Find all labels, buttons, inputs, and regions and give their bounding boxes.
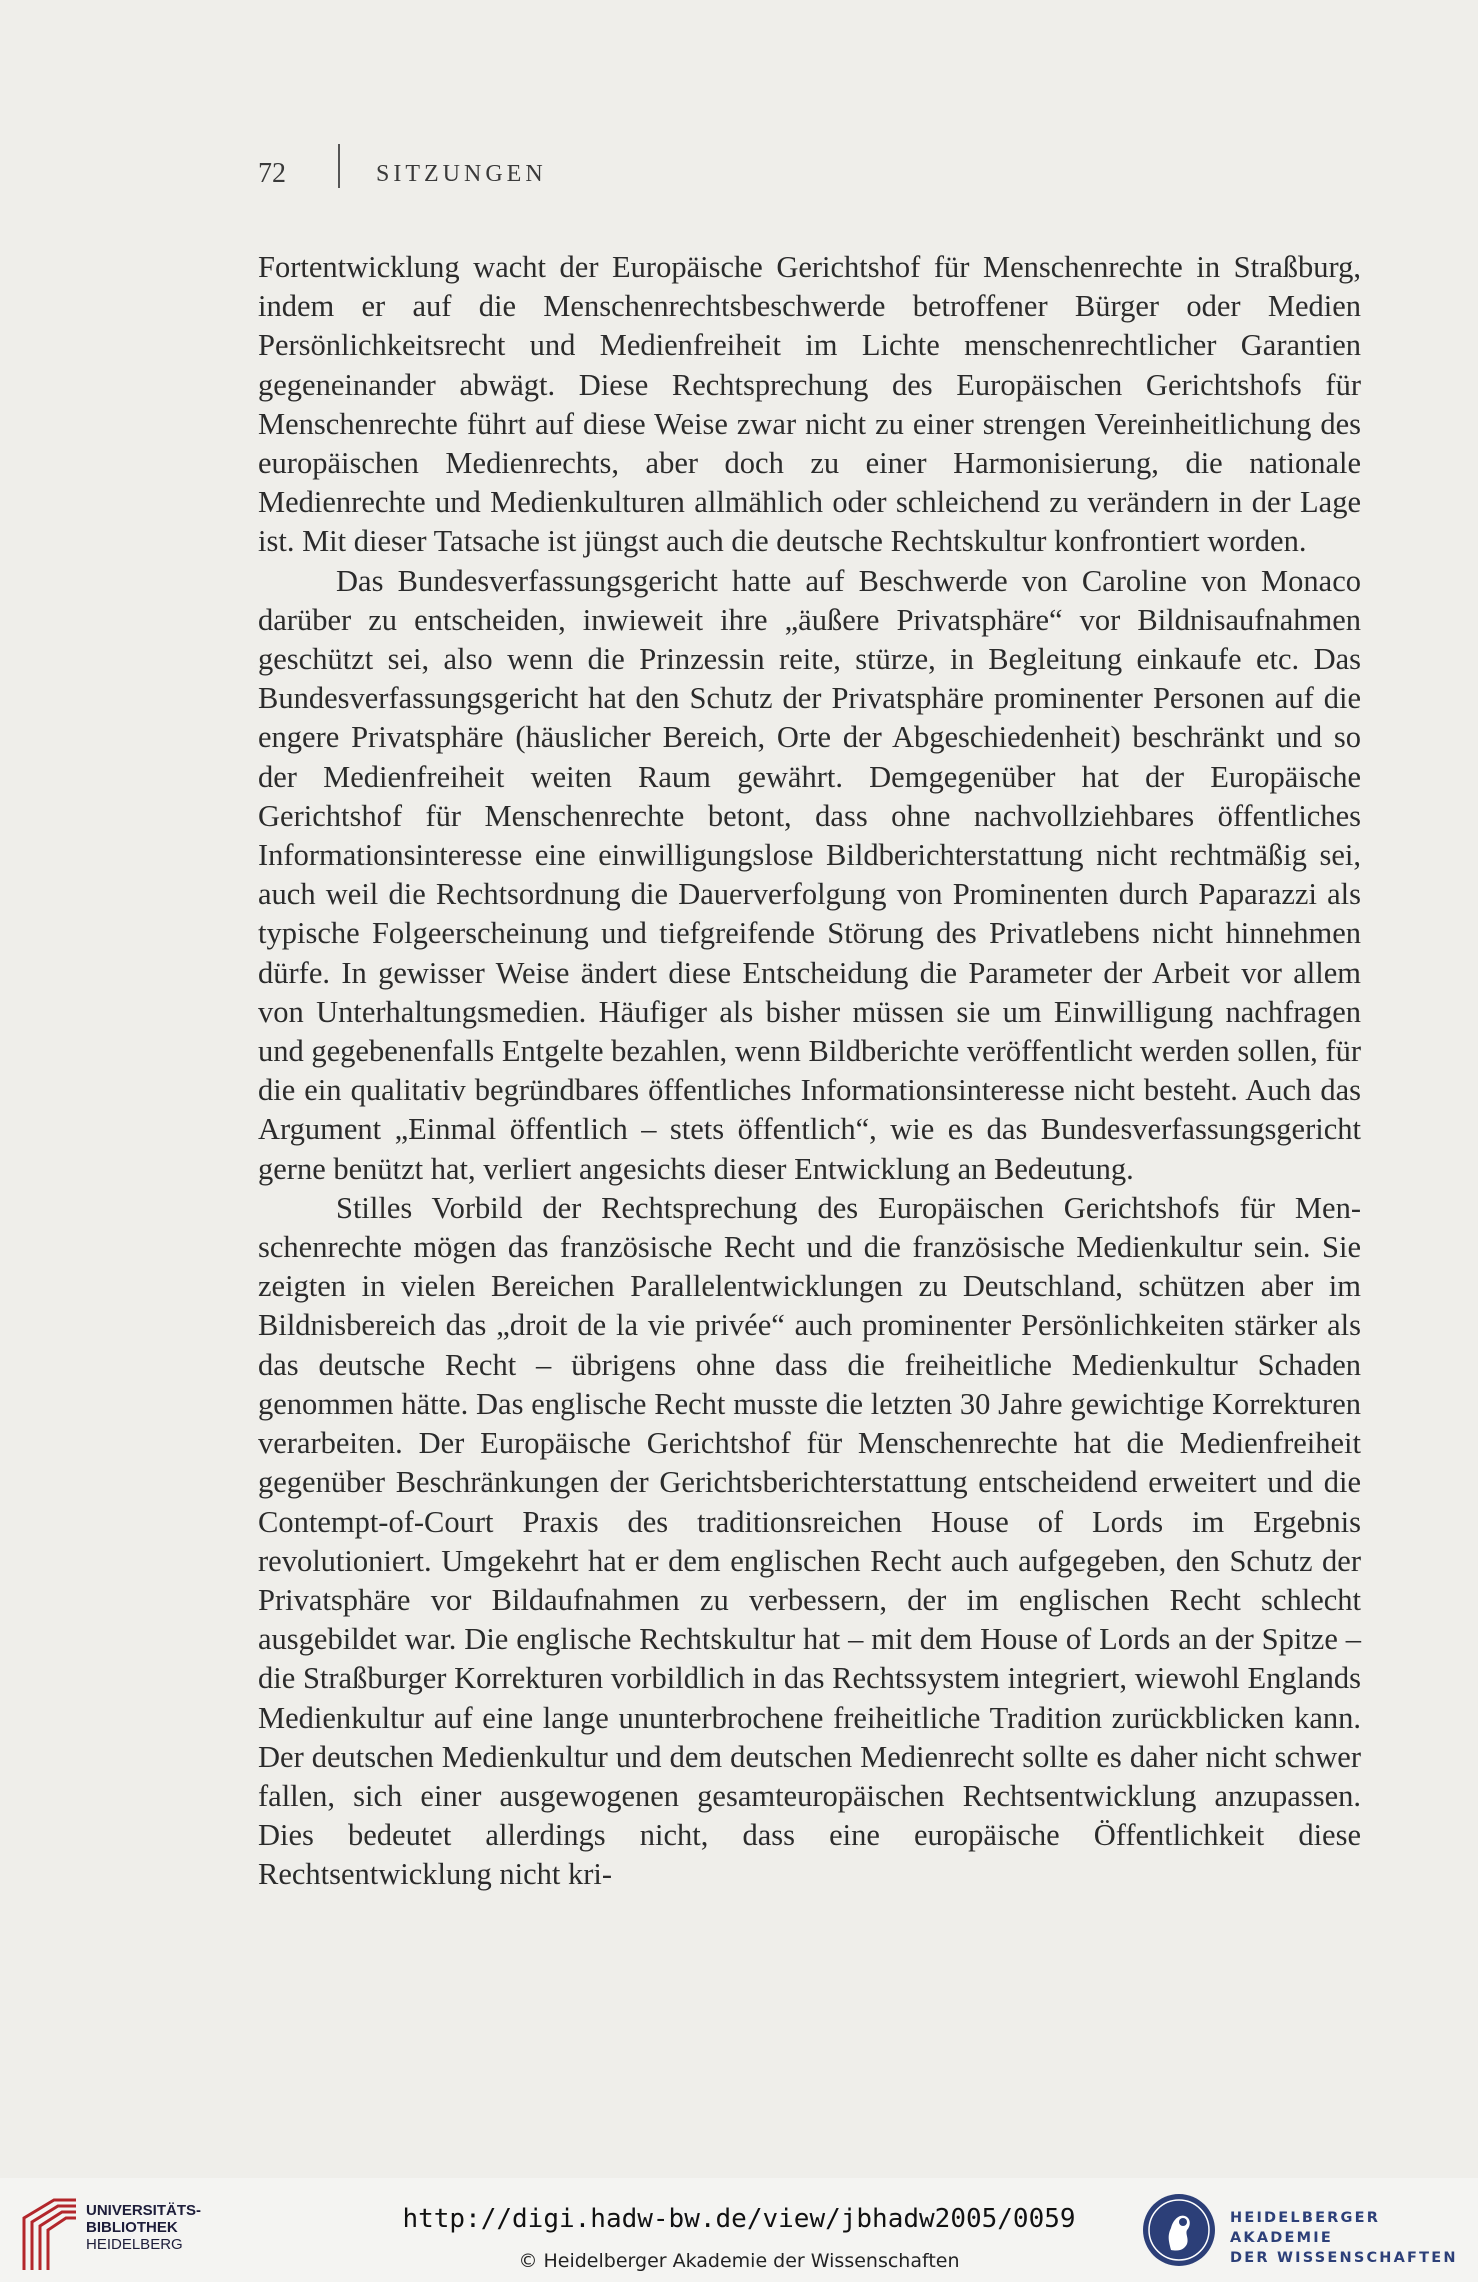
page-number: 72 <box>258 158 286 189</box>
academy-name-line: HEIDELBERGER AKADEMIE <box>1230 2210 1381 2246</box>
paragraph: Stilles Vorbild der Rechtsprechung des Europäischen Gerichtshofs für Menschenrechte mögen das französische Recht und die französische Medienkultur sein. Sie zeigten in vielen Bereichen Parallelentwicklungen zu Deutschland, schützen aber im Bildnisbereich das „droit de la vie privée“ auch prominenter Persönlichkeiten stärker als das deutsche Recht – übrigens ohne dass die freiheitliche Medienkultur Schaden genommen hätte. Das englische Recht musste die letzten 30 Jahre gewichtige Korrekturen verarbeiten. Der Europäische Gerichtshof für Menschenrechte hat die Medienfreiheit gegenüber Beschränkungen der Gerichtsberichterstattung entscheidend erweitert und die Contempt-of-Court Praxis des traditionsreichen House of Lords im Ergebnis revolutioniert. Umgekehrt hat er dem englischen Recht auch aufgegeben, den Schutz der Privatsphäre vor Bildaufnahmen zu verbessern, der im englischen Recht schlecht ausgebildet war. Die englische Rechtskultur hat – mit dem House of Lords an der Spitze – die Straßburger Korrekturen vorbildlich in das Rechtssystem integriert, wiewohl Englands Medienkultur auf eine lange ununterbrochene freiheitliche Tradition zurückblicken kann. Der deutschen Medienkultur und dem deutschen Medienrecht sollte es daher nicht schwer fallen, sich einer ausgewogenen gesamteuropäischen Rechtsentwicklung anzupassen. Dies bedeutet allerdings nicht, dass eine europäische Öffentlichkeit diese Rechtsentwicklung nicht kri- <box>258 1190 1361 1892</box>
paragraph: Fortentwicklung wacht der Europäische Gerichtshof für Menschenrechte in Straßburg, indem er auf die Menschenrechtsbeschwerde betroffener Bürger oder Medien Persönlichkeitsrecht und Medienfreiheit im Lichte menschenrechtlicher Garantien gegeneinander abwägt. Diese Rechtsprechung des Europäischen Gerichtshofs für Menschenrechte führt auf diese Weise zwar nicht zu einer strengen Vereinheitlichung des europäischen Medienrechts, aber doch zu einer Harmonisierung, die nationale Medienrechte und Medienkulturen allmählich oder schleichend zu verändern in der Lage ist. Mit dieser Tatsache ist jüngst auch die deutsche Rechtskultur konfrontiert worden. <box>258 250 1361 559</box>
digitization-footer <box>0 2178 1478 2282</box>
copyright-notice: © Heidelberger Akademie der Wissenschaften <box>518 2250 960 2272</box>
academy-seal-icon <box>1141 2192 1217 2268</box>
permalink-url[interactable]: http://digi.hadw-bw.de/view/jbhadw2005/0059 <box>402 2204 1076 2234</box>
body-text <box>258 248 1361 1895</box>
paragraph: Das Bundesverfassungsgericht hatte auf Beschwerde von Caroline von Monaco darüber zu entscheiden, inwieweit ihre „äußere Privatsphäre“ vor Bildnisaufnahmen geschützt sei, also wenn die Prinzessin reite, stürze, in Begleitung einkaufe etc. Das Bundesverfassungsgericht hat den Schutz der Privatsphäre prominenter Personen auf die engere Privatsphäre (häuslicher Bereich, Orte der Abgeschiedenheit) beschränkt und so der Medienfreiheit weiten Raum gewährt. Demgegenüber hat der Europäische Gerichtshof für Menschenrechte betont, dass ohne nachvollziehbares öffentliches Informationsinteresse eine einwilligungslose Bildberichterstattung nicht rechtmäßig sei, auch weil die Rechtsordnung die Dauerverfolgung von Prominenten durch Paparazzi als typische Folgeerscheinung und tiefgreifende Störung des Privatlebens nicht hinnehmen dürfe. In gewisser Weise ändert diese Entscheidung die Parameter der Arbeit vor allem von Unterhaltungsmedien. Häufiger als bisher müssen sie um Einwilligung nachfragen und gegebenenfalls Entgelte bezahlen, wenn Bildberichte veröffentlicht werden sollen, für die ein qualitativ begründbares öffentliches Informationsinteresse nicht besteht. Auch das Argument „Einmal öffentlich – stets öffentlich“, wie es das Bundesverfassungsgericht gerne benützt hat, verliert angesichts dieser Entwicklung an Bedeutung. <box>258 563 1361 1186</box>
header-divider <box>338 144 340 188</box>
library-name-line: BIBLIOTHEK <box>86 2219 178 2236</box>
academy-name <box>1230 2208 1478 2268</box>
academy-name-line: DER WISSENSCHAFTEN <box>1230 2250 1458 2266</box>
library-name-line: HEIDELBERG <box>86 2236 183 2253</box>
running-head: SITZUNGEN <box>376 160 547 187</box>
library-name-line: UNIVERSITÄTS- <box>86 2202 202 2219</box>
page-header <box>258 152 547 196</box>
